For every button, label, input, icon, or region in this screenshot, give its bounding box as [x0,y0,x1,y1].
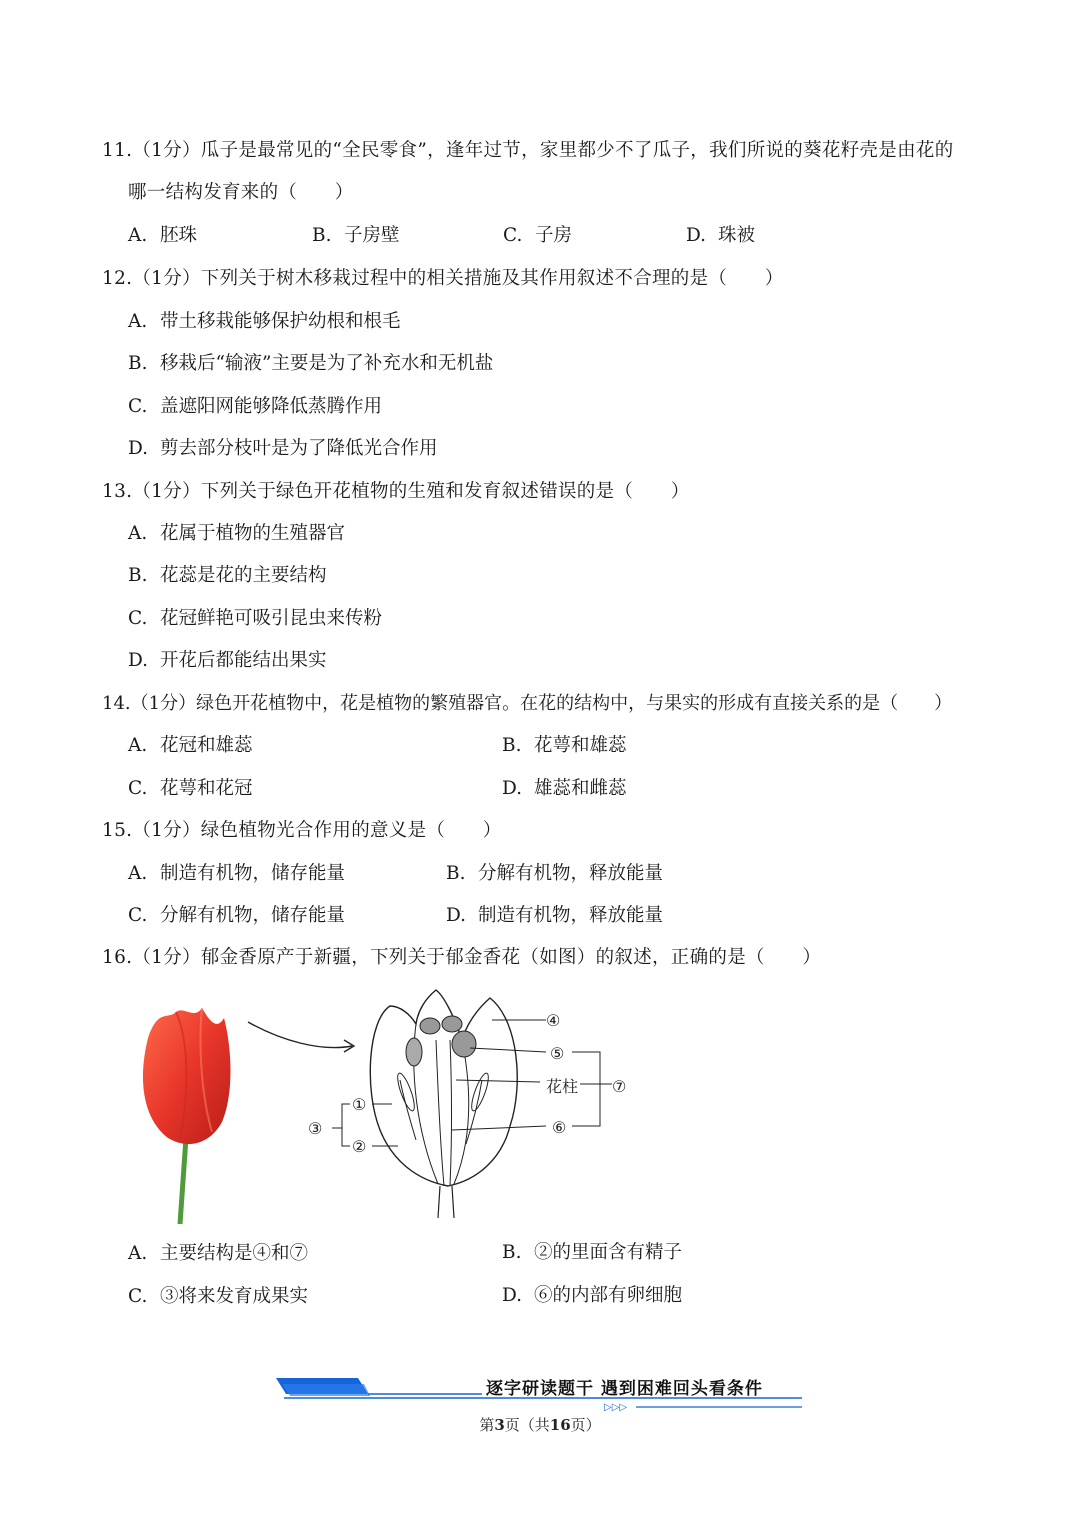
option-text: 剪去部分枝叶是为了降低光合作用 [160,438,438,459]
q13-stem: 13.（1分）下列关于绿色开花植物的生殖和发育叙述错误的是（ ） [102,481,690,502]
q12-option-c[interactable] [128,394,382,420]
option-key: D. [502,778,523,799]
option-text: 制造有机物，释放能量 [478,905,664,926]
q14-option-c[interactable] [128,776,253,802]
q15-option-b[interactable] [446,861,663,887]
label-2: ② [352,1137,367,1156]
option-text: 花冠和雄蕊 [160,735,253,756]
banner-arrows: ▷▷▷ [604,1402,628,1412]
option-key: D. [686,225,707,246]
option-key: C. [128,396,148,417]
q14-option-d[interactable] [502,776,627,802]
option-text: 带土移栽能够保护幼根和根毛 [160,311,401,332]
label-7: ⑦ [612,1077,627,1096]
page-mid: 页（共 [504,1416,550,1434]
option-key: A. [128,311,148,332]
option-text: 花萼和花冠 [160,778,253,799]
q13-option-b[interactable] [128,563,327,589]
q15-option-c[interactable] [128,903,345,929]
q15-stem: 15.（1分）绿色植物光合作用的意义是（ ） [102,820,502,841]
q16-option-b[interactable] [502,1240,682,1266]
option-key: A. [128,1243,148,1264]
option-key: D. [128,650,149,671]
q14-stem: 14.（1分）绿色开花植物中，花是植物的繁殖器官。在花的结构中，与果实的形成有直接关系的是（ ） [102,693,953,714]
option-key: A. [128,225,148,246]
q11-option-b[interactable] [312,223,400,249]
q11-option-a[interactable] [128,223,197,249]
q11-option-c[interactable] [503,223,572,249]
q13-option-d[interactable] [128,648,327,674]
page-total: 16 [549,1416,571,1434]
q16-option-c[interactable] [128,1284,308,1310]
label-3: ③ [308,1119,323,1138]
option-key: B. [502,1242,522,1263]
option-text: 珠被 [718,225,756,246]
flower-structure-diagram [240,980,660,1220]
option-key: B. [128,565,148,586]
option-key: C. [128,608,148,629]
option-key: D. [502,1285,523,1306]
option-key: A. [128,863,148,884]
tulip-photo [128,998,248,1228]
option-key: C. [128,778,148,799]
q15-option-d[interactable] [446,903,663,929]
option-text: 主要结构是④和⑦ [160,1243,309,1264]
option-text: ③将来发育成果实 [160,1286,309,1307]
option-text: 分解有机物，释放能量 [478,863,664,884]
option-key: B. [446,863,466,884]
option-key: D. [128,438,149,459]
tulip-stem [180,1138,186,1224]
option-text: ②的里面含有精子 [534,1242,683,1263]
option-text: 分解有机物，储存能量 [160,905,346,926]
option-key: B. [502,735,522,756]
option-key: A. [128,523,148,544]
q12-stem: 12.（1分）下列关于树木移栽过程中的相关措施及其作用叙述不合理的是（ ） [102,268,784,289]
label-style: 花柱 [546,1077,579,1096]
page-number [0,1414,1080,1435]
q13-option-a[interactable] [128,521,345,547]
option-key: C. [128,905,148,926]
q11-stem-line1: 11.（1分）瓜子是最常见的“全民零食”，逢年过节，家里都少不了瓜子，我们所说的葵花籽壳是由花的 [102,140,954,161]
q15-option-a[interactable] [128,861,345,887]
option-text: 胚珠 [160,225,198,246]
footer-slogan: 逐字研读题干 遇到困难回头看条件 [486,1379,763,1399]
q16-option-d[interactable] [502,1283,682,1309]
option-key: D. [446,905,467,926]
option-key: A. [128,735,148,756]
q16-stem: 16.（1分）郁金香原产于新疆，下列关于郁金香花（如图）的叙述，正确的是（ ） [102,947,822,968]
option-text: 开花后都能结出果实 [160,650,327,671]
label-4: ④ [546,1011,561,1030]
option-text: ⑥的内部有卵细胞 [534,1285,683,1306]
q13-option-c[interactable] [128,606,382,632]
page-current: 3 [494,1416,505,1434]
q12-option-d[interactable] [128,436,438,462]
label-5: ⑤ [550,1044,565,1063]
option-text: 花属于植物的生殖器官 [160,523,346,544]
q14-option-a[interactable] [128,733,253,759]
q11-option-d[interactable] [686,223,755,249]
option-text: 移栽后“输液”主要是为了补充水和无机盐 [160,353,494,374]
page-suffix: 页） [570,1416,601,1434]
option-text: 子房壁 [344,225,400,246]
option-text: 子房 [535,225,573,246]
q16-option-a[interactable] [128,1241,308,1267]
option-text: 花蕊是花的主要结构 [160,565,327,586]
option-text: 盖遮阳网能够降低蒸腾作用 [160,396,383,417]
q11-stem-line2: 哪一结构发育来的（ ） [128,182,354,203]
option-key: C. [128,1286,148,1307]
option-text: 雄蕊和雌蕊 [534,778,627,799]
option-text: 花萼和雄蕊 [534,735,627,756]
q12-option-a[interactable] [128,309,401,335]
option-key: B. [312,225,332,246]
option-key: C. [503,225,523,246]
option-text: 花冠鲜艳可吸引昆虫来传粉 [160,608,383,629]
option-text: 制造有机物，储存能量 [160,863,346,884]
page-prefix: 第 [479,1416,495,1434]
q14-option-b[interactable] [502,733,627,759]
label-6: ⑥ [552,1118,567,1137]
label-1: ① [352,1095,367,1114]
option-key: B. [128,353,148,374]
q12-option-b[interactable] [128,351,493,377]
